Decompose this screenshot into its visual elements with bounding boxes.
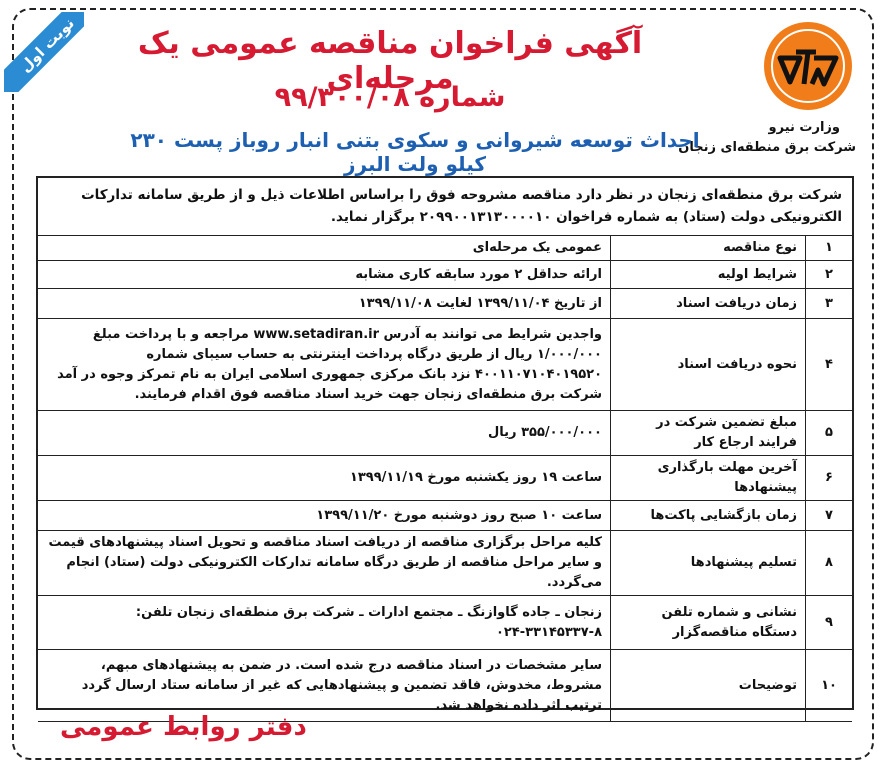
table-row	[38, 456, 852, 501]
table-row	[38, 236, 852, 261]
table-row	[38, 411, 852, 456]
row-value: سایر مشخصات در اسناد مناقصه درج شده است. در ضمن به پیشنهادهای مبهم، مشروط، مخدوش، فاقد تضمین و پیشنهادهایی که غیر از سامانه ستاد ارسال گردد ترتیب اثر داده نخواهد شد.	[38, 650, 611, 722]
project-subtitle: احداث توسعه شیروانی و سکوی بتنی انبار روباز پست ۲۳۰ کیلو ولت البرز	[130, 128, 700, 176]
row-value: ساعت ۱۰ صبح روز دوشنبه مورخ ۱۳۹۹/۱۱/۲۰	[38, 501, 611, 531]
row-number: ۹	[806, 596, 853, 650]
row-value: ارائه حداقل ۲ مورد سابقه کاری مشابه	[38, 261, 611, 289]
table-row	[38, 289, 852, 319]
row-label: زمان بازگشایی پاکت‌ها	[611, 501, 806, 531]
row-value: ساعت ۱۹ روز یکشنبه مورخ ۱۳۹۹/۱۱/۱۹	[38, 456, 611, 501]
row-value: کلیه مراحل برگزاری مناقصه از دریافت اسناد مناقصه و تحویل اسناد پیشنهادهای قیمت و سایر مراحل مناقصه از طریق درگاه سامانه تدارکات الکترونیکی دولت (ستاد) انجام می‌گردد.	[38, 531, 611, 596]
row-number: ۶	[806, 456, 853, 501]
row-number: ۷	[806, 501, 853, 531]
row-number: ۲	[806, 261, 853, 289]
row-number: ۵	[806, 411, 853, 456]
row-value: زنجان ـ جاده گاوازنگ ـ مجتمع ادارات ـ شرکت برق منطقه‌ای زنجان تلفن: ۸-۳۳۱۴۵۳۳۷-۰۲۴	[38, 596, 611, 650]
row-label: نشانی و شماره تلفن دستگاه مناقصه‌گزار	[611, 596, 806, 650]
intro-paragraph: شرکت برق منطقه‌ای زنجان در نظر دارد مناقصه مشروحه فوق را براساس اطلاعات ذیل و از طریق سامانه تدارکات الکترونیکی دولت (ستاد) به شماره فراخوان ۲۰۹۹۰۰۱۳۱۳۰۰۰۰۱۰ برگزار نماید.	[38, 178, 852, 236]
row-label: نوع مناقصه	[611, 236, 806, 261]
ministry-name: وزارت نیرو	[768, 120, 840, 135]
company-logo-icon	[760, 18, 856, 114]
row-label: نحوه دریافت اسناد	[611, 319, 806, 411]
row-value: از تاریخ ۱۳۹۹/۱۱/۰۴ لغایت ۱۳۹۹/۱۱/۰۸	[38, 289, 611, 319]
row-number: ۸	[806, 531, 853, 596]
row-value: عمومی یک مرحله‌ای	[38, 236, 611, 261]
first-notice-badge: نوبت اول	[4, 12, 84, 92]
public-relations-signature: دفتر روابط عمومی	[60, 712, 307, 742]
row-value: ۳۵۵/۰۰۰/۰۰۰ ریال	[38, 411, 611, 456]
notice-title: آگهی فراخوان مناقصه عمومی یک مرحله‌ای	[137, 26, 643, 96]
table-row	[38, 261, 852, 289]
row-number: ۱	[806, 236, 853, 261]
table-row	[38, 531, 852, 596]
row-label: تسلیم پیشنهادها	[611, 531, 806, 596]
notice-number: شماره ۹۹/۳۰۰/۰۸	[274, 82, 506, 113]
tender-table	[38, 236, 852, 722]
company-name: شرکت برق منطقه‌ای زنجان	[678, 140, 856, 155]
table-row	[38, 501, 852, 531]
row-label: زمان دریافت اسناد	[611, 289, 806, 319]
tender-details-box	[36, 176, 854, 713]
row-number: ۴	[806, 319, 853, 411]
row-label: آخرین مهلت بارگذاری پیشنهادها	[611, 456, 806, 501]
row-number: ۳	[806, 289, 853, 319]
row-label: مبلغ تضمین شرکت در فرایند ارجاع کار	[611, 411, 806, 456]
table-row	[38, 650, 852, 722]
row-label: توضیحات	[611, 650, 806, 722]
row-number: ۱۰	[806, 650, 853, 722]
table-row	[38, 319, 852, 411]
row-value: واجدین شرایط می توانند به آدرس www.setadiran.ir مراجعه و با پرداخت مبلغ ۱/۰۰۰/۰۰۰ ریال از طریق درگاه پرداخت اینترنتی به حساب سیبای شماره ۴۰۰۱۱۰۷۱۰۴۰۱۹۵۲۰ نزد بانک مرکزی جمهوری اسلامی ایران به نام تمرکز وجوه در آمد شرکت برق منطقه‌ای زنجان جهت خرید اسناد مناقصه فوق اقدام فرمایند.	[38, 319, 611, 411]
table-row	[38, 596, 852, 650]
row-label: شرایط اولیه	[611, 261, 806, 289]
first-notice-ribbon	[4, 12, 84, 92]
